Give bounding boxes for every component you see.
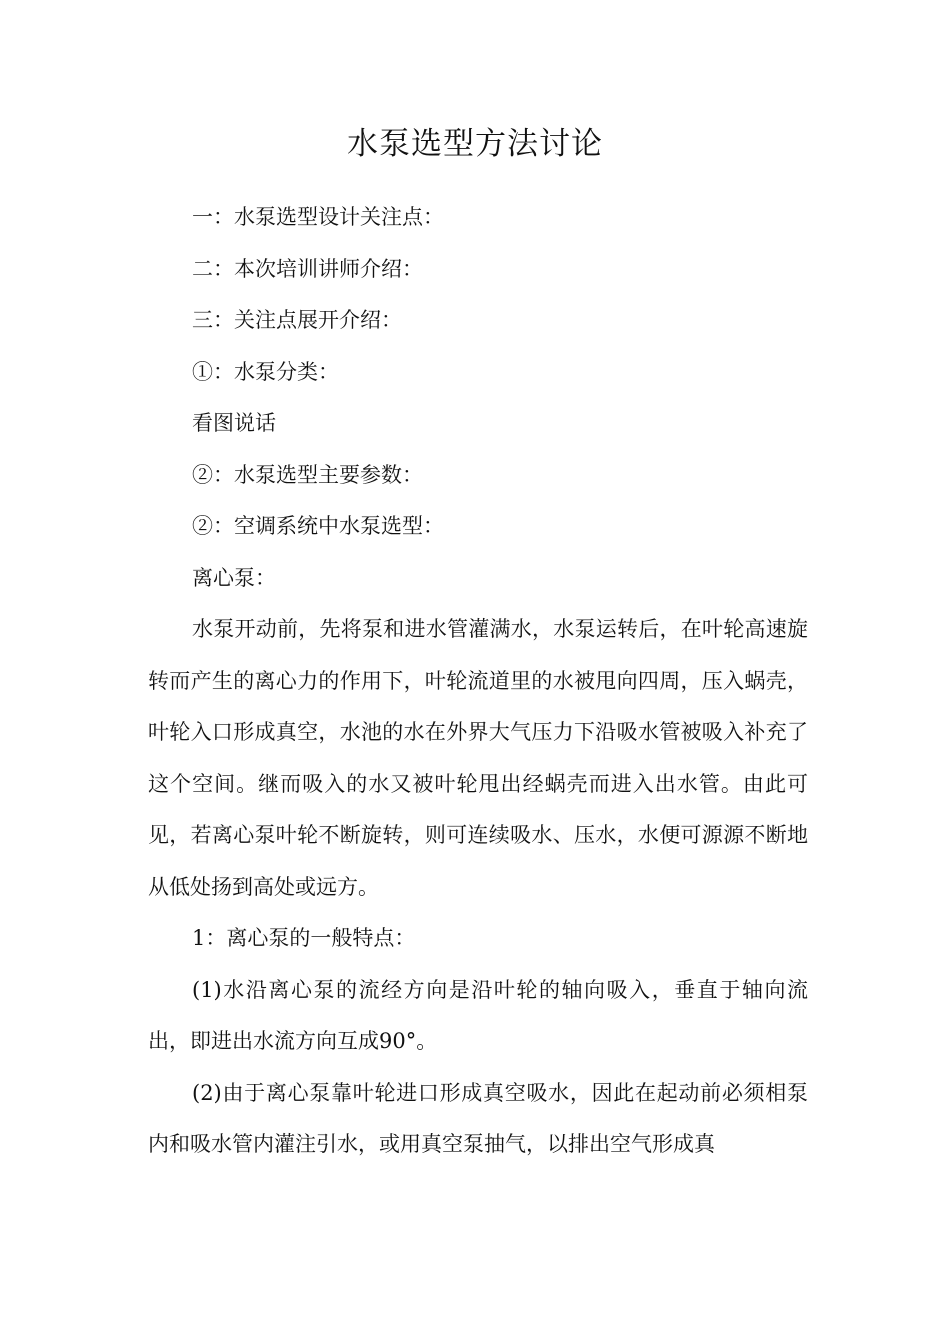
text-line: 看图说话: [192, 411, 276, 435]
subheading-hvac-pump-selection: ②：空调系统中水泵选型：: [192, 514, 444, 538]
heading-item-2: 二：本次培训讲师介绍：: [192, 256, 423, 281]
subheading-general-features: 1：离心泵的一般特点：: [192, 926, 416, 950]
subheading-main-parameters: ②：水泵选型主要参数：: [192, 462, 423, 487]
document-title: 水泵选型方法讨论: [347, 126, 603, 162]
document-body: [148, 192, 808, 1171]
body-paragraph: 水泵开动前，先将泵和进水管灌满水，水泵运转后，在叶轮高速旋转而产生的离心力的作用下，叶轮流道里的水被甩向四周，压入蜗壳，叶轮入口形成真空，水池的水在外界大气压力下沿吸水管被吸入补充了这个空间。继而吸入的水又被叶轮甩出经蜗壳而进入出水管。由此可见，若离心泵叶轮不断旋转，则可连续吸水、压水，水便可源源不断地从低处扬到高处或远方。: [148, 617, 808, 899]
subheading-centrifugal-pump: 离心泵：: [192, 565, 276, 590]
heading-item-3: 三：关注点展开介绍：: [192, 308, 402, 332]
body-paragraph: (2)由于离心泵靠叶轮进口形成真空吸水，因此在起动前必须相泵内和吸水管内灌注引水，或用真空泵抽气，以排出空气形成真: [148, 1080, 808, 1156]
body-paragraph: (1)水沿离心泵的流经方向是沿叶轮的轴向吸入，垂直于轴向流出，即进出水流方向互成90°。: [148, 977, 808, 1053]
heading-item-1: 一：水泵选型设计关注点：: [192, 205, 444, 229]
subheading-pump-classification: ①：水泵分类：: [192, 359, 339, 384]
